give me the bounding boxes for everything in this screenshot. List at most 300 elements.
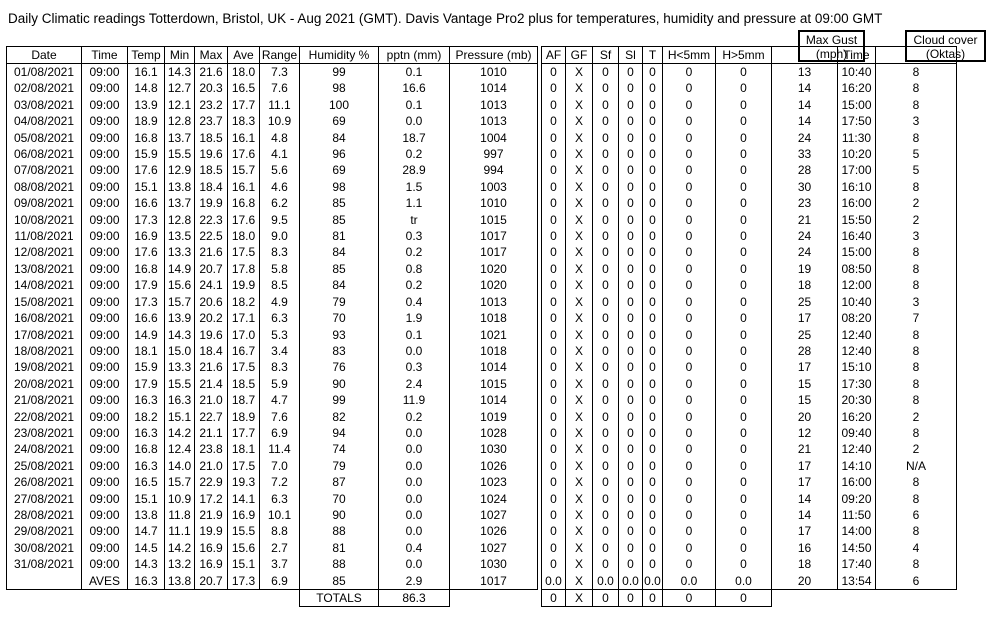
cell-max: 21.6 [195,64,228,81]
cell-hgt5: 0 [716,228,772,244]
cell-pressure: 1013 [450,97,538,113]
cell-temp: 16.3 [128,392,165,408]
cell-max: 22.9 [195,474,228,490]
cell-cloud: 8 [876,474,957,490]
cell-humidity: 82 [300,409,379,425]
cell-date: 19/08/2021 [7,359,82,375]
cell-range: 7.2 [260,474,300,490]
cell-min: 12.7 [165,80,195,96]
cell-hgt5: 0.0 [716,573,772,590]
cell-sf: 0 [593,113,619,129]
cell-pptn: 16.6 [379,80,450,96]
cell-max: 21.1 [195,425,228,441]
cell-range: 4.6 [260,179,300,195]
cell-ave: 17.7 [228,425,260,441]
cell-af: 0 [542,491,566,507]
cell-pressure: 1015 [450,212,538,228]
cell-gust: 33 [772,146,838,162]
cell-temp: 14.3 [128,556,165,572]
cell-gust-time: 13:54 [838,573,876,590]
col-time: Time [82,47,128,64]
cell-temp: 16.8 [128,441,165,457]
cell-date: 20/08/2021 [7,376,82,392]
page-title: Daily Climatic readings Totterdown, Bristol, UK - Aug 2021 (GMT). Davis Vantage Pro2 plus for temperatures, humidity and pressure at 09:00 GMT [8,11,883,26]
col-date: Date [7,47,82,64]
cell-min: 13.5 [165,228,195,244]
cell-hlt5: 0 [663,523,716,539]
cell-temp: 17.9 [128,376,165,392]
cell-af: 0 [542,228,566,244]
cell-range: 7.0 [260,458,300,474]
cell-pptn: 0.0 [379,507,450,523]
cell-time: AVES [82,573,128,590]
cell-range: 9.0 [260,228,300,244]
cell-range: 9.5 [260,212,300,228]
cell-time: 09:00 [82,261,128,277]
cell-sf: 0 [593,327,619,343]
cell-cloud: 8 [876,277,957,293]
cell-pptn: 1.5 [379,179,450,195]
cell-sf: 0 [593,80,619,96]
cell-t: 0 [643,590,663,607]
cell-pptn: 0.3 [379,228,450,244]
cell-cloud: 6 [876,573,957,590]
cell-gust-time: 16:40 [838,228,876,244]
cell-hgt5: 0 [716,327,772,343]
cell-temp: 16.8 [128,130,165,146]
cell-pressure: 1014 [450,359,538,375]
cell-sf: 0 [593,162,619,178]
cell-humidity: 79 [300,458,379,474]
cell-gf: X [566,310,593,326]
cell-gust: 17 [772,359,838,375]
cell-humidity: 93 [300,327,379,343]
cell-hgt5: 0 [716,294,772,310]
cell-ave: 17.3 [228,573,260,590]
cell-gf: X [566,409,593,425]
cell-time: 09:00 [82,441,128,457]
cell-gf: X [566,113,593,129]
cell-pressure: 1018 [450,310,538,326]
cell-humidity: 69 [300,162,379,178]
cell-gust-time: 12:40 [838,327,876,343]
cell-sf: 0 [593,392,619,408]
cell-gf: X [566,523,593,539]
cell-humidity: 76 [300,359,379,375]
cloud-cover-header-line1: Cloud cover [913,33,978,47]
cell-min: 13.3 [165,244,195,260]
cell-pptn: 0.3 [379,359,450,375]
cell-cloud: 8 [876,523,957,539]
cell-max: 20.3 [195,80,228,96]
cell-pressure: 1014 [450,80,538,96]
table-row [7,310,957,326]
col-gust [772,47,838,64]
cell-pressure: 1013 [450,294,538,310]
cell-sl: 0 [619,179,643,195]
cell-ave: 17.5 [228,458,260,474]
cell-time: 09:00 [82,458,128,474]
cell-sf: 0 [593,507,619,523]
cell-max: 20.7 [195,261,228,277]
cell-gust-time: 11:50 [838,507,876,523]
cell-gust-time: 10:40 [838,64,876,81]
cell-gust: 21 [772,441,838,457]
cell-temp: 15.1 [128,491,165,507]
cell-ave: 16.1 [228,130,260,146]
cell-date: 24/08/2021 [7,441,82,457]
cell-cloud [876,590,957,607]
cell-t: 0 [643,523,663,539]
cell-time: 09:00 [82,376,128,392]
cell-pressure: 1014 [450,392,538,408]
cell-gust-time: 16:10 [838,179,876,195]
col-max: Max [195,47,228,64]
cell-hlt5: 0 [663,474,716,490]
cell-min: 13.7 [165,195,195,211]
aves-row [7,573,957,590]
cell-gf: X [566,507,593,523]
cell-max: 18.5 [195,162,228,178]
cell-gust-time: 16:00 [838,474,876,490]
col-range: Range [260,47,300,64]
cell-temp: 17.6 [128,244,165,260]
cell-range: 4.9 [260,294,300,310]
cell-range: 4.8 [260,130,300,146]
cell-gf: X [566,294,593,310]
cell-time: 09:00 [82,212,128,228]
cell-range: 8.5 [260,277,300,293]
cell-range: 7.6 [260,80,300,96]
table-row [7,146,957,162]
cell-min: 16.3 [165,392,195,408]
cell-af: 0 [542,590,566,607]
cell-humidity: 99 [300,64,379,81]
cell-max: 21.9 [195,507,228,523]
cell-pptn: 0.1 [379,327,450,343]
cell-gust: 23 [772,195,838,211]
cell-cloud: 7 [876,310,957,326]
cell-humidity: 96 [300,146,379,162]
cell-cloud: 8 [876,80,957,96]
cell-t: 0 [643,244,663,260]
cell-ave [228,590,260,607]
cell-cloud: 8 [876,261,957,277]
cell-pptn: 0.0 [379,113,450,129]
cell-min: 13.3 [165,359,195,375]
cell-ave: 17.6 [228,146,260,162]
cell-humidity: 74 [300,441,379,457]
cell-temp: 17.6 [128,162,165,178]
cell-hgt5: 0 [716,179,772,195]
cell-hgt5: 0 [716,376,772,392]
cell-date: 30/08/2021 [7,540,82,556]
header-row [7,47,957,64]
cell-gf: X [566,261,593,277]
cell-temp: 16.3 [128,458,165,474]
cell-gust: 28 [772,162,838,178]
cell-pressure: 1030 [450,556,538,572]
cell-t: 0 [643,294,663,310]
cell-sl: 0 [619,359,643,375]
cell-temp: 16.6 [128,195,165,211]
cloud-cover-header-line2: (Oktas) [925,47,966,61]
cell-af: 0 [542,359,566,375]
cell-hgt5: 0 [716,474,772,490]
cell-t: 0 [643,130,663,146]
cell-pressure: 1017 [450,573,538,590]
cell-range: 3.4 [260,343,300,359]
table-row [7,474,957,490]
cell-cloud: 2 [876,441,957,457]
cell-hgt5: 0 [716,507,772,523]
cell-ave: 19.3 [228,474,260,490]
cell-t: 0 [643,474,663,490]
cell-humidity: 70 [300,491,379,507]
cell-gust: 14 [772,491,838,507]
cell-ave: 18.3 [228,113,260,129]
cell-min: 15.0 [165,343,195,359]
cell-humidity: 85 [300,195,379,211]
cell-gust: 25 [772,327,838,343]
cell-sf: 0 [593,179,619,195]
table-row [7,376,957,392]
cell-pressure: 1015 [450,376,538,392]
cell-gf: X [566,195,593,211]
cell-max: 22.7 [195,409,228,425]
table-row [7,523,957,539]
table-row [7,113,957,129]
cell-ave: 15.5 [228,523,260,539]
cell-date: 14/08/2021 [7,277,82,293]
cell-af: 0 [542,425,566,441]
table-row [7,130,957,146]
cell-hgt5: 0 [716,425,772,441]
cell-sl: 0 [619,294,643,310]
cell-af: 0 [542,540,566,556]
cell-gust-time: 08:20 [838,310,876,326]
cell-gust-time: 17:00 [838,162,876,178]
cell-temp: 15.9 [128,146,165,162]
cell-range: 5.8 [260,261,300,277]
cell-time: 09:00 [82,392,128,408]
cell-t: 0 [643,491,663,507]
cell-min: 14.3 [165,64,195,81]
cell-temp: 13.9 [128,97,165,113]
cell-min: 15.1 [165,409,195,425]
cell-gust: 20 [772,409,838,425]
cell-t: 0 [643,556,663,572]
cell-gust: 13 [772,64,838,81]
cell-min: 12.1 [165,97,195,113]
cell-hlt5: 0.0 [663,573,716,590]
cell-range: 10.1 [260,507,300,523]
cell-af: 0 [542,474,566,490]
cell-pptn: 0.0 [379,441,450,457]
cell-sf: 0 [593,491,619,507]
cell-cloud: 6 [876,507,957,523]
cell-max: 19.9 [195,523,228,539]
cell-af: 0 [542,261,566,277]
cell-time: 09:00 [82,359,128,375]
cell-cloud: 8 [876,491,957,507]
cell-sl: 0 [619,441,643,457]
cell-pptn: 0.4 [379,294,450,310]
col-hlt5: H<5mm [663,47,716,64]
cell-time: 09:00 [82,474,128,490]
cell-gf: X [566,441,593,457]
table-row [7,261,957,277]
cell-cloud: 3 [876,294,957,310]
cell-date: 02/08/2021 [7,80,82,96]
cell-cloud: 8 [876,392,957,408]
cell-time: 09:00 [82,64,128,81]
cell-sf: 0 [593,359,619,375]
cell-sl: 0 [619,162,643,178]
cell-temp: 15.1 [128,179,165,195]
cell-gf: X [566,556,593,572]
cell-pptn: 0.0 [379,425,450,441]
cell-gust [772,590,838,607]
cell-gust: 17 [772,474,838,490]
cell-hgt5: 0 [716,146,772,162]
table-row [7,80,957,96]
cell-t: 0 [643,376,663,392]
cell-range: 6.9 [260,425,300,441]
cell-sf: 0 [593,523,619,539]
cell-sf: 0 [593,195,619,211]
cell-gf: X [566,425,593,441]
cell-temp: 18.2 [128,409,165,425]
cell-min: 14.2 [165,540,195,556]
cell-humidity: 85 [300,573,379,590]
cell-ave: 17.0 [228,327,260,343]
cell-hgt5: 0 [716,277,772,293]
cell-hgt5: 0 [716,392,772,408]
cell-range: 6.3 [260,310,300,326]
cell-af: 0 [542,179,566,195]
cell-date: 17/08/2021 [7,327,82,343]
cell-range: 4.7 [260,392,300,408]
cell-pptn: 0.0 [379,343,450,359]
cell-sf: 0 [593,590,619,607]
cell-t: 0 [643,359,663,375]
cell-date: 09/08/2021 [7,195,82,211]
cell-gust-time: 10:20 [838,146,876,162]
cell-cloud: 8 [876,97,957,113]
cell-range: 10.9 [260,113,300,129]
cell-cloud: 3 [876,113,957,129]
cell-range: 2.7 [260,540,300,556]
cell-temp: 16.3 [128,425,165,441]
cell-hlt5: 0 [663,179,716,195]
max-gust-header-line2: (mph) [815,47,848,61]
cell-af: 0 [542,146,566,162]
cell-gust: 17 [772,458,838,474]
cell-hlt5: 0 [663,425,716,441]
cell-pressure: 1020 [450,261,538,277]
cell-pressure: 1010 [450,195,538,211]
cell-hgt5: 0 [716,64,772,81]
cell-gust: 24 [772,130,838,146]
col-hgt5: H>5mm [716,47,772,64]
cell-pressure: 1026 [450,523,538,539]
cell-pptn: 2.4 [379,376,450,392]
cell-time: 09:00 [82,162,128,178]
cell-pptn: 0.2 [379,146,450,162]
cell-min: 15.7 [165,474,195,490]
cell-time: 09:00 [82,179,128,195]
cell-gust: 20 [772,573,838,590]
cell-ave: 16.8 [228,195,260,211]
cell-pptn: 1.9 [379,310,450,326]
cell-sf: 0 [593,458,619,474]
cell-min: 14.0 [165,458,195,474]
cell-max: 23.8 [195,441,228,457]
cell-min: 15.7 [165,294,195,310]
cell-pptn: 0.0 [379,458,450,474]
cell-cloud: 8 [876,244,957,260]
cell-af: 0 [542,97,566,113]
cell-time: 09:00 [82,294,128,310]
cell-sf: 0 [593,376,619,392]
cell-cloud: 8 [876,130,957,146]
table-row [7,425,957,441]
cell-date: 21/08/2021 [7,392,82,408]
cell-max: 19.6 [195,327,228,343]
table-row [7,244,957,260]
cell-gust-time: 09:40 [838,425,876,441]
cell-temp: 16.1 [128,64,165,81]
cell-time: 09:00 [82,146,128,162]
cell-date [7,590,82,607]
cell-t: 0 [643,97,663,113]
cell-gust: 25 [772,294,838,310]
cell-af: 0 [542,113,566,129]
cell-max: 18.4 [195,343,228,359]
cell-cloud: 5 [876,146,957,162]
cell-ave: 18.5 [228,376,260,392]
cell-temp: 17.9 [128,277,165,293]
cell-sl: 0 [619,458,643,474]
cell-time: 09:00 [82,195,128,211]
cell-gust-time [838,590,876,607]
cell-hlt5: 0 [663,540,716,556]
cell-sl: 0 [619,376,643,392]
cell-time: 09:00 [82,130,128,146]
cell-gust-time: 14:10 [838,458,876,474]
cell-ave: 16.5 [228,80,260,96]
cell-pptn: 28.9 [379,162,450,178]
cell-t: 0 [643,392,663,408]
cell-hgt5: 0 [716,80,772,96]
cell-hlt5: 0 [663,64,716,81]
cell-range: 6.3 [260,491,300,507]
table-row [7,441,957,457]
cell-sl: 0 [619,523,643,539]
cell-min: 12.8 [165,212,195,228]
cell-t: 0 [643,64,663,81]
cell-pressure: 1013 [450,113,538,129]
cell-sf: 0 [593,212,619,228]
cell-pptn: 11.9 [379,392,450,408]
cell-af: 0 [542,244,566,260]
cell-sl: 0 [619,146,643,162]
cell-cloud: 4 [876,540,957,556]
cell-max: 21.6 [195,359,228,375]
cell-hgt5: 0 [716,590,772,607]
cell-cloud: 8 [876,179,957,195]
